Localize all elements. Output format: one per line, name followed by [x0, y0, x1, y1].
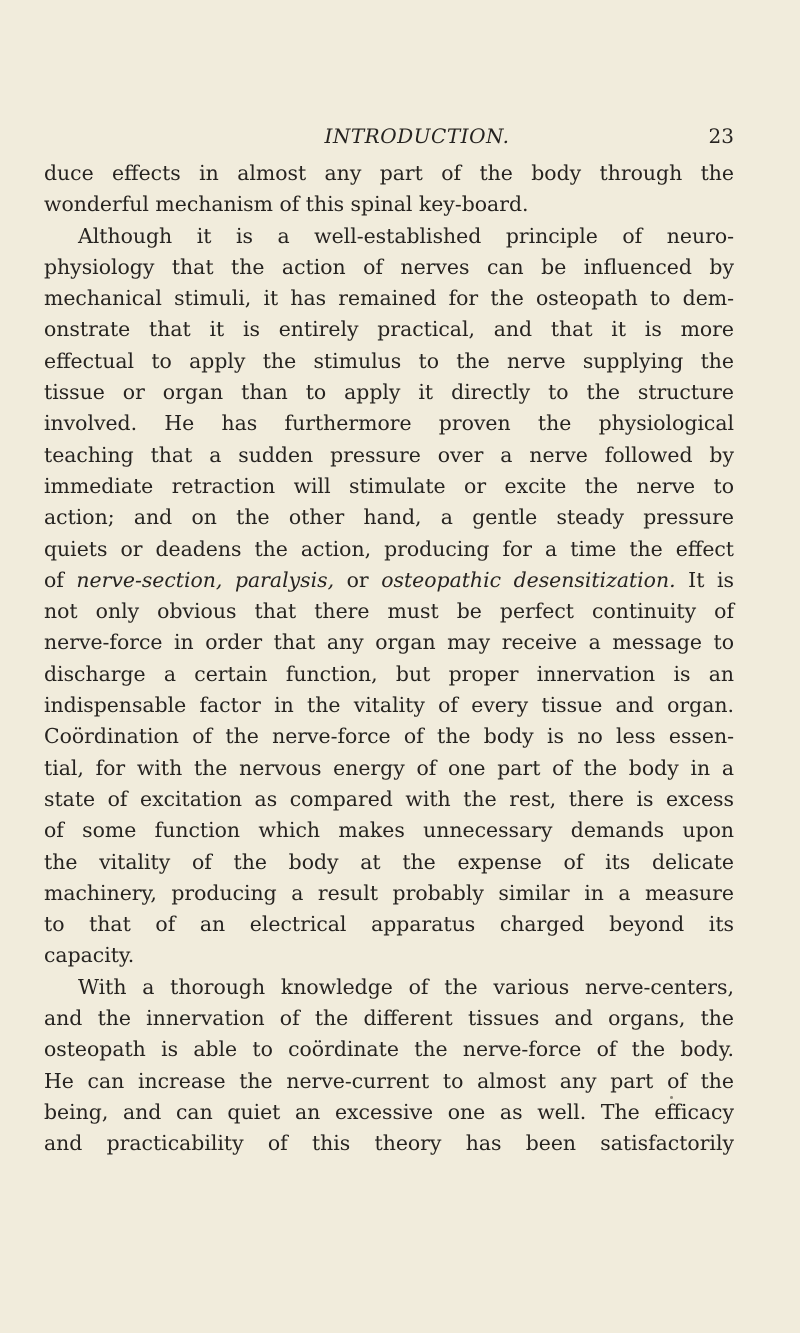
text-line: machinery, producing a result probably similar in a measure	[44, 880, 734, 905]
text-line: and the innervation of the different tissues and organs, the	[44, 1006, 734, 1031]
page-number: 23	[708, 124, 734, 148]
text-line: to that of an electrical apparatus charged beyond its	[44, 912, 734, 937]
text-line: being, and can quiet an excessive one as well. The efficacy	[44, 1099, 734, 1124]
text-segment: or	[334, 567, 382, 592]
text-line: indispensable factor in the vitality of every tissue and organ.	[44, 693, 734, 718]
text-line: onstrate that it is entirely practical, and that it is more	[44, 317, 734, 342]
text-line: discharge a certain function, but proper innervation is an	[44, 661, 734, 686]
text-line-with-italics	[44, 565, 734, 596]
body-text	[44, 158, 734, 1160]
text-line: physiology that the action of nerves can be influenced by	[44, 254, 734, 279]
text-line: capacity.	[44, 943, 135, 968]
text-line: and practicability of this theory has been satisfactorily	[44, 1131, 734, 1156]
italic-phrase: nerve-section, paralysis,	[76, 567, 335, 592]
text-segment: It is	[675, 567, 734, 592]
text-line: effectual to apply the stimulus to the nerve supplying the	[44, 348, 734, 373]
text-line: involved. He has furthermore proven the physiological	[44, 411, 734, 436]
text-line: nerve-force in order that any organ may receive a message to	[44, 630, 734, 655]
text-line: state of excitation as compared with the rest, there is excess	[44, 786, 734, 811]
page-header	[100, 124, 734, 156]
paragraph-start-line: Although it is a well-established principle of neuro-	[78, 223, 734, 248]
text-line: tial, for with the nervous energy of one part of the body in a	[44, 755, 734, 780]
text-line: the vitality of the body at the expense of its delicate	[44, 849, 734, 874]
running-head: INTRODUCTION.	[324, 124, 510, 148]
text-segment: of	[44, 567, 77, 592]
text-line: not only obvious that there must be perfect continuity of	[44, 599, 734, 624]
text-line: of some function which makes unnecessary demands upon	[44, 818, 734, 843]
text-line: duce effects in almost any part of the body through the	[44, 161, 734, 185]
text-line: He can increase the nerve-current to almost any part of the	[44, 1068, 734, 1093]
text-line: immediate retraction will stimulate or excite the nerve to	[44, 473, 734, 498]
text-line: action; and on the other hand, a gentle steady pressure	[44, 505, 734, 530]
text-line: mechanical stimuli, it has remained for the osteopath to dem-	[44, 286, 734, 311]
text-line: teaching that a sudden pressure over a nerve followed by	[44, 442, 734, 467]
text-line: wonderful mechanism of this spinal key-board.	[44, 192, 529, 217]
text-line: osteopath is able to coördinate the nerve-force of the body.	[44, 1037, 734, 1062]
text-line: quiets or deadens the action, producing for a time the effect	[44, 536, 734, 561]
print-speck	[670, 1096, 673, 1099]
italic-phrase: osteopathic desensitization.	[381, 567, 676, 592]
text-line: Coördination of the nerve-force of the body is no less essen-	[44, 724, 734, 749]
text-line: tissue or organ than to apply it directly to the structure	[44, 380, 734, 405]
paragraph-start-line: With a thorough knowledge of the various nerve-centers,	[78, 974, 734, 999]
